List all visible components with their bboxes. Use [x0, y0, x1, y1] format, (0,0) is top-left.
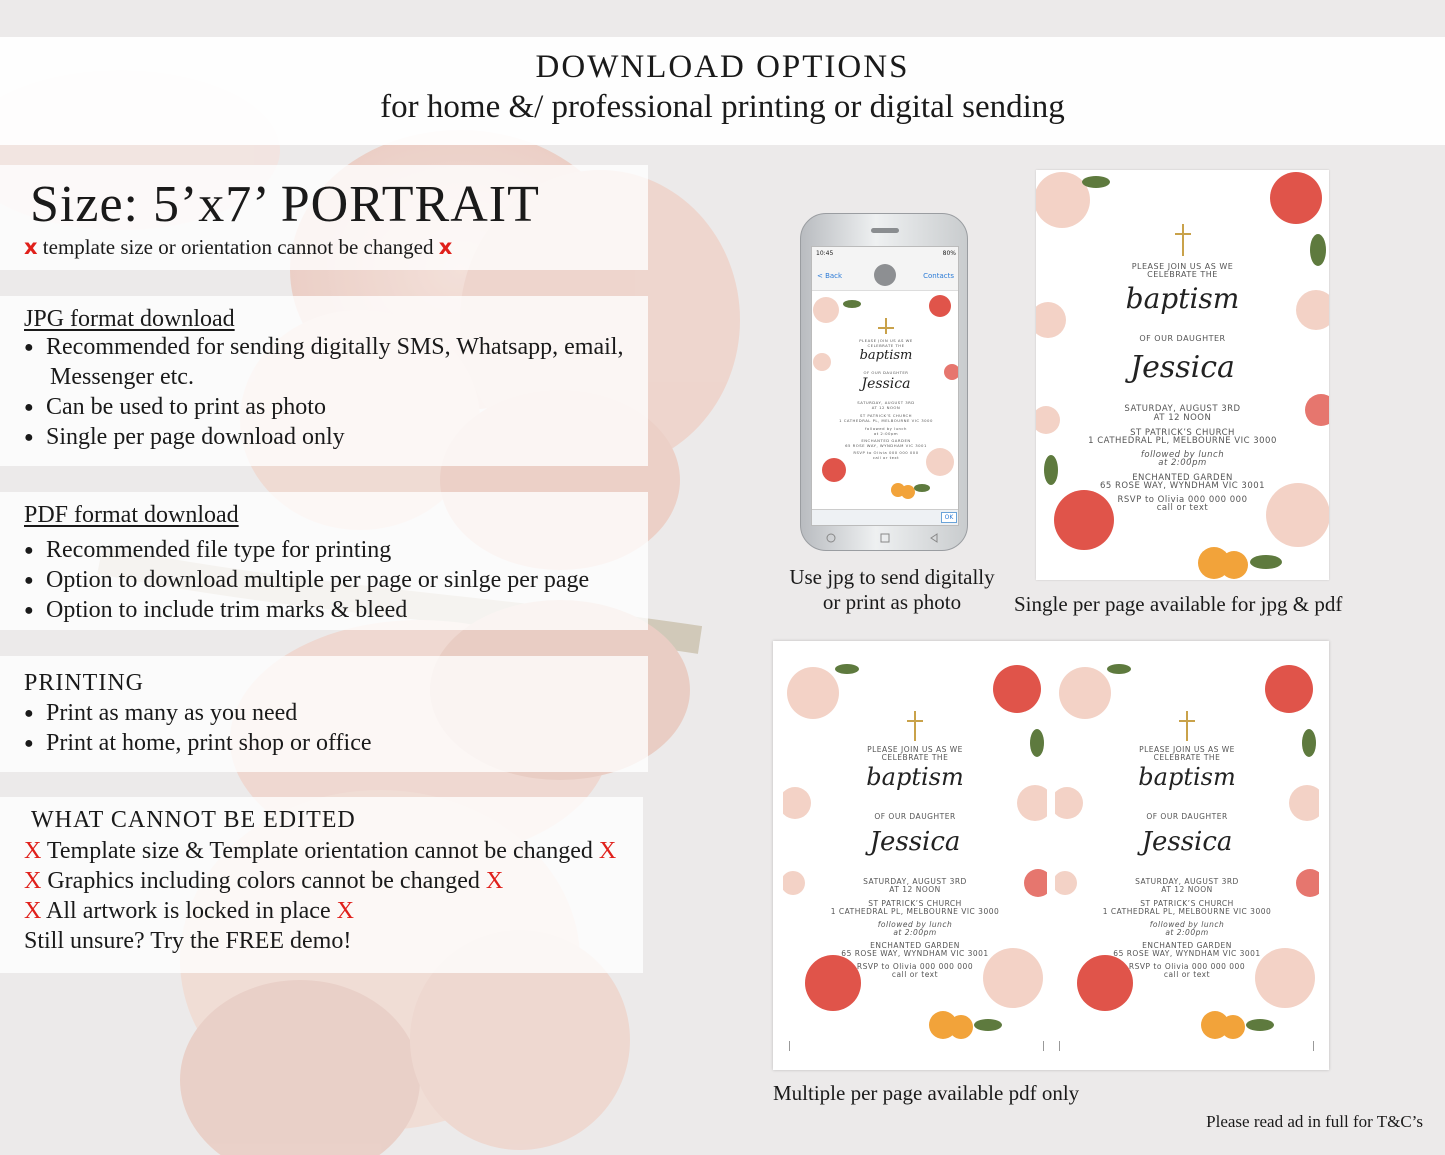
- bullet-icon: ●: [24, 399, 34, 416]
- invite-rsvp: RSVP to Olivia 000 000 000: [853, 450, 919, 455]
- cross-icon: [885, 318, 887, 334]
- invite-intro: PLEASE JOIN US AS WE: [1139, 745, 1235, 754]
- invite-rsvp-note: call or text: [1163, 970, 1211, 979]
- invite-event: baptism: [859, 348, 913, 363]
- invite-venue: ENCHANTED GARDEN: [861, 438, 911, 443]
- list-item: ● Option to include trim marks & bleed: [24, 597, 408, 623]
- printing-title: PRINTING: [24, 670, 144, 696]
- phone-nav-icons: [801, 526, 969, 550]
- multiple-caption: Multiple per page available pdf only: [773, 1081, 1080, 1105]
- red-x-icon: X: [485, 868, 504, 894]
- bullet-icon: ●: [24, 735, 34, 752]
- size-panel: [0, 165, 648, 270]
- invite-address: 1 CATHEDRAL PL, MELBOURNE VIC 3000: [839, 418, 933, 423]
- invite-followed: followed by lunch: [865, 426, 907, 431]
- invite-intro: CELEBRATE THE: [1147, 270, 1218, 279]
- invite-intro: CELEBRATE THE: [881, 753, 949, 762]
- cross-icon: [914, 711, 916, 741]
- invite-followed-time: at 2:00pm: [893, 928, 937, 937]
- invite-address: 65 ROSE WAY, WYNDHAM VIC 3001: [1113, 949, 1261, 958]
- invite-intro: CELEBRATE THE: [867, 343, 905, 348]
- red-x-icon: x: [24, 235, 38, 259]
- invite-relation: OF OUR DAUGHTER: [874, 812, 956, 821]
- invite-intro: PLEASE JOIN US AS WE: [867, 745, 963, 754]
- avatar: [874, 264, 896, 286]
- invite-venue: ST PATRICK’S CHURCH: [859, 413, 913, 418]
- sheet-invitation-left: [783, 653, 1047, 1041]
- jpg-title: JPG format download: [24, 306, 235, 332]
- size-note: [24, 235, 452, 260]
- size-title: Size: 5’x7’ PORTRAIT: [30, 176, 540, 233]
- pdf-panel: [0, 492, 648, 630]
- list-item: ● Recommended for sending digitally SMS, Whatsapp, email,: [24, 334, 624, 360]
- red-x-icon: x: [438, 235, 453, 259]
- red-x-icon: X: [598, 838, 617, 864]
- invite-address: 65 ROSE WAY, WYNDHAM VIC 3001: [841, 949, 989, 958]
- invite-followed-time: at 2:00pm: [873, 431, 899, 436]
- bullet-icon: ●: [24, 602, 34, 619]
- bullet-icon: ●: [24, 705, 34, 722]
- invite-time: AT 12 NOON: [871, 405, 901, 410]
- bullet-icon: ●: [24, 542, 34, 559]
- printing-panel: [0, 656, 648, 772]
- invite-time: AT 12 NOON: [889, 885, 941, 894]
- invite-rsvp-note: call or text: [872, 455, 900, 460]
- phone-caption: Use jpg to send digitally or print as photo: [789, 565, 995, 614]
- cannot-edit-title: WHAT CANNOT BE EDITED: [31, 807, 356, 833]
- invite-followed: followed by lunch: [1140, 450, 1225, 460]
- cross-icon: [1182, 224, 1184, 256]
- list-item: X All artwork is locked in place X: [24, 898, 354, 924]
- phone-speaker: [871, 228, 899, 233]
- list-item: ● Option to download multiple per page or sinlge per page: [24, 567, 590, 593]
- red-x-icon: X: [24, 838, 42, 864]
- invite-relation: OF OUR DAUGHTER: [1146, 812, 1228, 821]
- ok-button[interactable]: OK: [941, 512, 957, 523]
- list-item: ● Single per page download only: [24, 424, 345, 450]
- invite-venue: ENCHANTED GARDEN: [1132, 473, 1233, 483]
- page-subtitle: for home &/ professional printing or digital sending: [380, 89, 1065, 125]
- message-input[interactable]: [812, 509, 959, 525]
- single-invitation: [1036, 170, 1329, 580]
- invite-time: AT 12 NOON: [1153, 413, 1212, 423]
- invite-rsvp-note: call or text: [891, 970, 939, 979]
- demo-note: Still unsure? Try the FREE demo!: [24, 928, 352, 954]
- invite-date: SATURDAY, AUGUST 3RD: [1124, 404, 1241, 414]
- invite-followed: followed by lunch: [877, 920, 953, 929]
- invite-address: 65 ROSE WAY, WYNDHAM VIC 3001: [1099, 481, 1266, 491]
- list-item: Messenger etc.: [50, 364, 194, 390]
- status-battery: 80%: [942, 250, 956, 257]
- cannot-edit-panel: [0, 797, 643, 973]
- invite-date: SATURDAY, AUGUST 3RD: [863, 877, 967, 886]
- invite-name: Jessica: [1141, 827, 1233, 857]
- list-item: ● Can be used to print as photo: [24, 394, 326, 420]
- invite-name: Jessica: [869, 827, 961, 857]
- message-nav: [812, 261, 959, 291]
- size-note-text: template size or orientation cannot be changed: [42, 235, 434, 259]
- invite-followed-time: at 2:00pm: [1165, 928, 1209, 937]
- invite-intro: PLEASE JOIN US AS WE: [859, 338, 913, 343]
- invite-relation: OF OUR DAUGHTER: [1139, 334, 1226, 343]
- pdf-title: PDF format download: [24, 502, 239, 528]
- invite-venue: ENCHANTED GARDEN: [870, 941, 960, 950]
- list-item: X Graphics including colors cannot be changed X: [24, 868, 504, 894]
- jpg-panel: [0, 296, 648, 466]
- single-caption: Single per page available for jpg & pdf: [1014, 592, 1343, 616]
- invite-venue: ST PATRICK’S CHURCH: [1140, 899, 1234, 908]
- header-band: [0, 37, 1445, 145]
- invite-date: SATURDAY, AUGUST 3RD: [857, 400, 915, 405]
- bullet-icon: ●: [24, 572, 34, 589]
- status-time: 10:45: [816, 250, 834, 257]
- invite-venue: ENCHANTED GARDEN: [1142, 941, 1232, 950]
- invite-relation: OF OUR DAUGHTER: [863, 370, 909, 375]
- terms-note: Please read ad in full for T&C’s: [1206, 1112, 1423, 1131]
- invite-rsvp: RSVP to Olivia 000 000 000: [1117, 495, 1248, 505]
- invite-event: baptism: [866, 763, 964, 791]
- cross-icon: [1186, 711, 1188, 741]
- invite-address: 1 CATHEDRAL PL, MELBOURNE VIC 3000: [1088, 436, 1277, 446]
- list-item: ● Print as many as you need: [24, 700, 298, 726]
- back-link: < Back: [817, 272, 843, 280]
- invite-rsvp: RSVP to Olivia 000 000 000: [856, 962, 974, 971]
- invite-followed-time: at 2:00pm: [1158, 458, 1207, 468]
- invite-name: Jessica: [861, 376, 911, 392]
- invite-venue: ST PATRICK’S CHURCH: [1130, 428, 1235, 438]
- red-x-icon: X: [24, 868, 42, 894]
- phone-screen: [811, 246, 959, 526]
- multi-page-sheet: [773, 641, 1329, 1070]
- list-item: ● Recommended file type for printing: [24, 537, 392, 563]
- page-title: DOWNLOAD OPTIONS: [535, 49, 910, 85]
- invite-venue: ST PATRICK’S CHURCH: [868, 899, 962, 908]
- list-item: X Template size & Template orientation cannot be changed X: [24, 838, 617, 864]
- invite-date: SATURDAY, AUGUST 3RD: [1135, 877, 1239, 886]
- phone-mockup: [800, 213, 968, 551]
- invite-intro: CELEBRATE THE: [1153, 753, 1221, 762]
- invite-name: Jessica: [1130, 350, 1235, 385]
- phone-invitation: [812, 292, 959, 510]
- invite-rsvp: RSVP to Olivia 000 000 000: [1128, 962, 1246, 971]
- invite-event: baptism: [1138, 763, 1236, 791]
- contacts-link: Contacts: [923, 272, 954, 280]
- sheet-invitation-right: [1055, 653, 1319, 1041]
- bullet-icon: ●: [24, 339, 34, 356]
- bullet-icon: ●: [24, 429, 34, 446]
- red-x-icon: X: [24, 898, 42, 924]
- invite-address: 1 CATHEDRAL PL, MELBOURNE VIC 3000: [1102, 907, 1272, 916]
- invite-address: 1 CATHEDRAL PL, MELBOURNE VIC 3000: [830, 907, 1000, 916]
- status-bar: [812, 247, 959, 261]
- invite-followed: followed by lunch: [1149, 920, 1225, 929]
- list-item: ● Print at home, print shop or office: [24, 730, 372, 756]
- invite-time: AT 12 NOON: [1161, 885, 1213, 894]
- invite-rsvp-note: call or text: [1156, 503, 1209, 513]
- invite-address: 65 ROSE WAY, WYNDHAM VIC 3001: [845, 443, 927, 448]
- red-x-icon: X: [336, 898, 354, 924]
- invite-intro: PLEASE JOIN US AS WE: [1131, 262, 1234, 271]
- invite-event: baptism: [1125, 282, 1240, 315]
